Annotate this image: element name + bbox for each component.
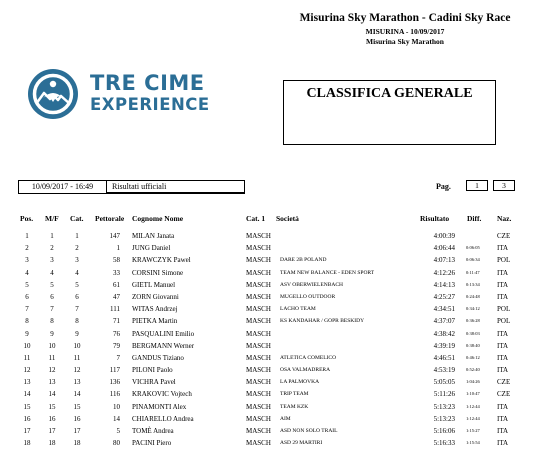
cell-diff: 1:12:44	[466, 403, 480, 409]
cell-diff: 0:38:40	[466, 342, 480, 348]
cell-name: PASQUALINI Emilio	[132, 329, 195, 338]
cell-mf: 14	[48, 390, 56, 399]
cell-risultato: 4:06:44	[433, 244, 455, 253]
cell-pos: 6	[25, 292, 29, 301]
col-naz-header: Naz.	[497, 214, 512, 223]
cell-name: GANDUS Tiziano	[132, 353, 184, 362]
page-total: 3	[493, 180, 515, 191]
col-mf-header: M/F	[45, 214, 59, 223]
table-row	[0, 376, 534, 388]
cell-risultato: 4:34:51	[433, 305, 455, 314]
cell-mf: 2	[50, 244, 54, 253]
results-table	[0, 230, 534, 449]
col-societa-header: Società	[276, 214, 299, 223]
cell-risultato: 4:38:42	[433, 329, 455, 338]
cell-risultato: 5:05:05	[433, 378, 455, 387]
cell-diff: 0:24:48	[466, 293, 480, 299]
cell-pettorale: 5	[116, 427, 120, 435]
cell-societa: ATLETICA COMELICO	[280, 354, 337, 361]
cell-diff: 1:12:44	[466, 415, 480, 421]
cell-name: TOMÈ Andrea	[132, 427, 174, 435]
table-row	[0, 340, 534, 352]
cell-name: PILONI Paolo	[132, 366, 173, 375]
cell-cat1: MASCH	[246, 280, 271, 289]
page-label: Pag.	[436, 182, 451, 191]
cell-risultato: 4:00:39	[433, 232, 455, 240]
cell-cat: 8	[75, 317, 79, 326]
cell-pettorale: 76	[113, 329, 120, 338]
cell-cat: 2	[75, 244, 79, 253]
cell-diff: 1:10:47	[466, 391, 480, 397]
cell-risultato: 4:39:19	[433, 341, 455, 350]
cell-mf: 18	[48, 439, 56, 448]
cell-mf: 5	[50, 280, 54, 289]
cell-societa: TEAM NEW BALANCE - EDEN SPORT	[280, 269, 375, 276]
cell-diff: 0:06:34	[466, 257, 480, 263]
cell-cat: 6	[75, 292, 79, 301]
table-row	[0, 267, 534, 279]
cell-name: CHIARELLO Andrea	[132, 414, 194, 423]
cell-pettorale: 116	[109, 390, 120, 399]
cell-risultato: 4:14:13	[433, 280, 455, 289]
cell-pettorale: 58	[113, 256, 120, 265]
cell-pettorale: 80	[113, 439, 120, 448]
cell-cat1: MASCH	[246, 292, 271, 301]
cell-naz: ITA	[497, 268, 509, 277]
table-row	[0, 425, 534, 437]
cell-naz: ITA	[497, 244, 509, 253]
cell-name: KRAWCZYK Pawel	[132, 256, 191, 265]
cell-cat1: MASCH	[246, 244, 271, 253]
cell-diff: 0:11:47	[466, 269, 480, 275]
cell-cat: 3	[75, 256, 79, 265]
cell-pettorale: 111	[110, 305, 120, 314]
cell-naz: CZE	[497, 232, 511, 240]
table-row	[0, 254, 534, 266]
table-row	[0, 279, 534, 291]
cell-cat: 15	[73, 402, 81, 411]
cell-name: BERGMANN Werner	[132, 341, 195, 350]
cell-diff: 0:13:34	[466, 281, 480, 287]
cell-cat: 17	[73, 427, 81, 435]
table-row	[0, 364, 534, 376]
cell-cat1: MASCH	[246, 353, 271, 362]
cell-cat: 13	[73, 378, 81, 387]
cell-naz: ITA	[497, 329, 509, 338]
cell-diff: 1:15:27	[466, 428, 480, 433]
cell-cat1: MASCH	[246, 366, 271, 375]
cell-cat: 1	[75, 232, 79, 240]
col-name-header: Cognome Nome	[132, 214, 184, 223]
cell-societa: AIM	[280, 415, 291, 422]
logo-text-line1: TRE CIME	[90, 71, 205, 95]
cell-name: PINAMONTI Alex	[132, 402, 187, 411]
cell-cat1: MASCH	[246, 378, 271, 387]
col-pettorale-header: Pettorale	[95, 214, 125, 223]
cell-naz: ITA	[497, 402, 509, 411]
cell-pos: 3	[25, 256, 29, 265]
cell-societa: DARE 2B POLAND	[280, 257, 327, 264]
cell-cat1: MASCH	[246, 341, 271, 350]
cell-naz: ITA	[497, 353, 509, 362]
cell-name: WITAS Andrzej	[132, 305, 178, 314]
col-pos-header: Pos.	[20, 214, 34, 223]
cell-pos: 2	[25, 244, 29, 253]
cell-risultato: 4:53:19	[433, 366, 455, 375]
cell-pettorale: 7	[116, 353, 120, 362]
cell-naz: ITA	[497, 427, 509, 435]
col-cat-header: Cat.	[70, 214, 84, 223]
cell-risultato: 5:11:26	[433, 390, 455, 399]
cell-mf: 15	[48, 402, 56, 411]
cell-societa: ASV OBERWIELENBACH	[280, 281, 343, 288]
cell-pettorale: 117	[109, 366, 120, 375]
table-row	[0, 242, 534, 254]
cell-mf: 4	[50, 268, 54, 277]
cell-pos: 5	[25, 280, 29, 289]
cell-cat: 12	[73, 366, 81, 375]
cell-risultato: 4:07:13	[433, 256, 455, 265]
cell-cat1: MASCH	[246, 256, 271, 265]
cell-naz: POL	[497, 256, 511, 265]
cell-diff: 0:46:12	[466, 354, 480, 360]
table-row	[0, 315, 534, 327]
cell-pos: 7	[25, 305, 29, 314]
cell-pettorale: 79	[113, 341, 120, 350]
cell-diff: 0:38:03	[466, 330, 480, 336]
cell-pos: 16	[23, 414, 31, 423]
cell-societa: LA PALMOVKA	[280, 379, 320, 386]
cell-risultato: 5:16:33	[433, 439, 455, 448]
table-row	[0, 388, 534, 400]
cell-pettorale: 71	[113, 317, 120, 326]
cell-cat: 16	[73, 414, 81, 423]
cell-diff: 0:36:28	[466, 318, 480, 324]
cell-cat: 7	[75, 305, 79, 314]
cell-societa: LACHO TEAM	[280, 306, 316, 313]
cell-societa: TRIP TEAM	[280, 391, 309, 398]
cell-mf: 17	[48, 427, 56, 435]
cell-mf: 8	[50, 317, 54, 326]
cell-name: KRAKOVIC Vojtech	[132, 390, 192, 399]
cell-naz: POL	[497, 317, 511, 326]
cell-pos: 14	[23, 390, 31, 399]
table-row	[0, 401, 534, 413]
cell-cat: 18	[73, 439, 81, 448]
cell-naz: POL	[497, 305, 511, 314]
cell-risultato: 4:12:26	[433, 268, 455, 277]
cell-pettorale: 33	[113, 268, 120, 277]
cell-name: ZORN Giovanni	[132, 292, 179, 301]
cell-cat: 11	[73, 353, 81, 362]
cell-pos: 12	[23, 366, 31, 375]
cell-cat1: MASCH	[246, 268, 271, 277]
event-title: Misurina Sky Marathon - Cadini Sky Race	[299, 12, 511, 24]
page-current: 1	[466, 180, 488, 191]
cell-name: CORSINI Simone	[132, 268, 184, 277]
cell-pettorale: 47	[113, 292, 120, 301]
cell-cat1: MASCH	[246, 317, 271, 326]
cell-cat1: MASCH	[246, 390, 271, 399]
cell-pos: 15	[23, 402, 31, 411]
cell-mf: 12	[48, 366, 56, 375]
cell-naz: CZE	[497, 390, 511, 399]
cell-naz: CZE	[497, 378, 511, 387]
cell-mf: 7	[50, 305, 54, 314]
cell-name: PACINI Piero	[132, 439, 172, 448]
cell-cat1: MASCH	[246, 305, 271, 314]
cell-cat1: MASCH	[246, 232, 271, 240]
table-row	[0, 291, 534, 303]
cell-name: VICHRA Pavel	[132, 378, 176, 387]
table-row	[0, 413, 534, 425]
cell-risultato: 5:13:23	[433, 402, 455, 411]
cell-name: PIETKA Martin	[132, 317, 178, 326]
cell-mf: 3	[50, 256, 54, 265]
race-name: Misurina Sky Marathon	[366, 37, 444, 46]
cell-naz: ITA	[497, 292, 509, 301]
col-diff-header: Diff.	[467, 214, 482, 223]
cell-mf: 6	[50, 292, 54, 301]
cell-diff: 0:06:05	[466, 245, 480, 251]
cell-societa: MUGELLO OUTDOOR	[280, 293, 336, 300]
table-row	[0, 437, 534, 449]
cell-cat1: MASCH	[246, 439, 271, 448]
cell-diff: 1:04:26	[466, 379, 480, 385]
table-row	[0, 352, 534, 364]
results-status: Risultati ufficiali	[107, 180, 245, 194]
cell-risultato: 5:13:23	[433, 414, 455, 423]
cell-risultato: 4:46:51	[433, 353, 455, 362]
cell-risultato: 4:37:07	[433, 317, 455, 326]
cell-pettorale: 136	[109, 378, 120, 387]
cell-pettorale: 147	[109, 232, 120, 240]
cell-societa: TEAM KZK	[280, 403, 309, 410]
cell-cat1: MASCH	[246, 402, 271, 411]
cell-mf: 9	[50, 329, 54, 338]
cell-name: MILAN Janata	[132, 232, 175, 240]
cell-name: JUNG Daniel	[132, 244, 171, 253]
datetime-stamp: 10/09/2017 - 16:49	[18, 180, 107, 194]
cell-cat: 14	[73, 390, 81, 399]
cell-risultato: 4:25:27	[433, 292, 455, 301]
cell-cat1: MASCH	[246, 427, 271, 435]
cell-mf: 1	[50, 232, 54, 240]
cell-societa: ASD NON SOLO TRAIL	[280, 428, 338, 434]
cell-pos: 10	[23, 341, 31, 350]
cell-mf: 16	[48, 414, 56, 423]
cell-name: GIETL Manuel	[132, 280, 176, 289]
cell-mf: 11	[48, 353, 56, 362]
cell-pos: 1	[25, 232, 29, 240]
cell-naz: ITA	[497, 439, 509, 448]
cell-cat: 5	[75, 280, 79, 289]
cell-cat: 4	[75, 268, 79, 277]
cell-cat: 10	[73, 341, 81, 350]
cell-pos: 17	[23, 427, 31, 435]
cell-mf: 13	[48, 378, 56, 387]
cell-cat1: MASCH	[246, 329, 271, 338]
cell-diff: 0:34:12	[466, 306, 480, 312]
table-row	[0, 328, 534, 340]
cell-societa: ASD 29 MARTIRI	[280, 440, 323, 447]
cell-pettorale: 14	[113, 414, 120, 423]
table-row	[0, 230, 534, 242]
event-place-date: MISURINA - 10/09/2017	[365, 27, 445, 36]
cell-pettorale: 1	[116, 244, 120, 253]
cell-mf: 10	[48, 341, 56, 350]
cell-pettorale: 61	[113, 280, 120, 289]
logo-text-line2: EXPERIENCE	[90, 95, 210, 114]
cell-pettorale: 10	[113, 402, 120, 411]
cell-diff: 1:15:54	[466, 440, 480, 446]
cell-naz: ITA	[497, 280, 509, 289]
cell-pos: 11	[23, 353, 31, 362]
cell-naz: ITA	[497, 414, 509, 423]
table-row	[0, 303, 534, 315]
cell-diff: 0:52:40	[466, 367, 480, 373]
col-cat1-header: Cat. 1	[246, 214, 266, 223]
cell-naz: ITA	[497, 366, 509, 375]
col-risultato-header: Risultato	[420, 214, 450, 223]
cell-naz: ITA	[497, 341, 509, 350]
cell-cat1: MASCH	[246, 414, 271, 423]
cell-risultato: 5:16:06	[433, 427, 455, 435]
cell-pos: 4	[25, 268, 29, 277]
cell-pos: 9	[25, 329, 29, 338]
cell-societa: KS KANDAHAR / GOPR BESKIDY	[280, 318, 365, 325]
cell-cat: 9	[75, 329, 79, 338]
cell-societa: OSA VALMADRERA	[280, 367, 331, 374]
cell-pos: 13	[23, 378, 31, 387]
cell-pos: 8	[25, 317, 29, 326]
classifica-title: CLASSIFICA GENERALE	[306, 86, 473, 101]
cell-pos: 18	[23, 439, 31, 448]
